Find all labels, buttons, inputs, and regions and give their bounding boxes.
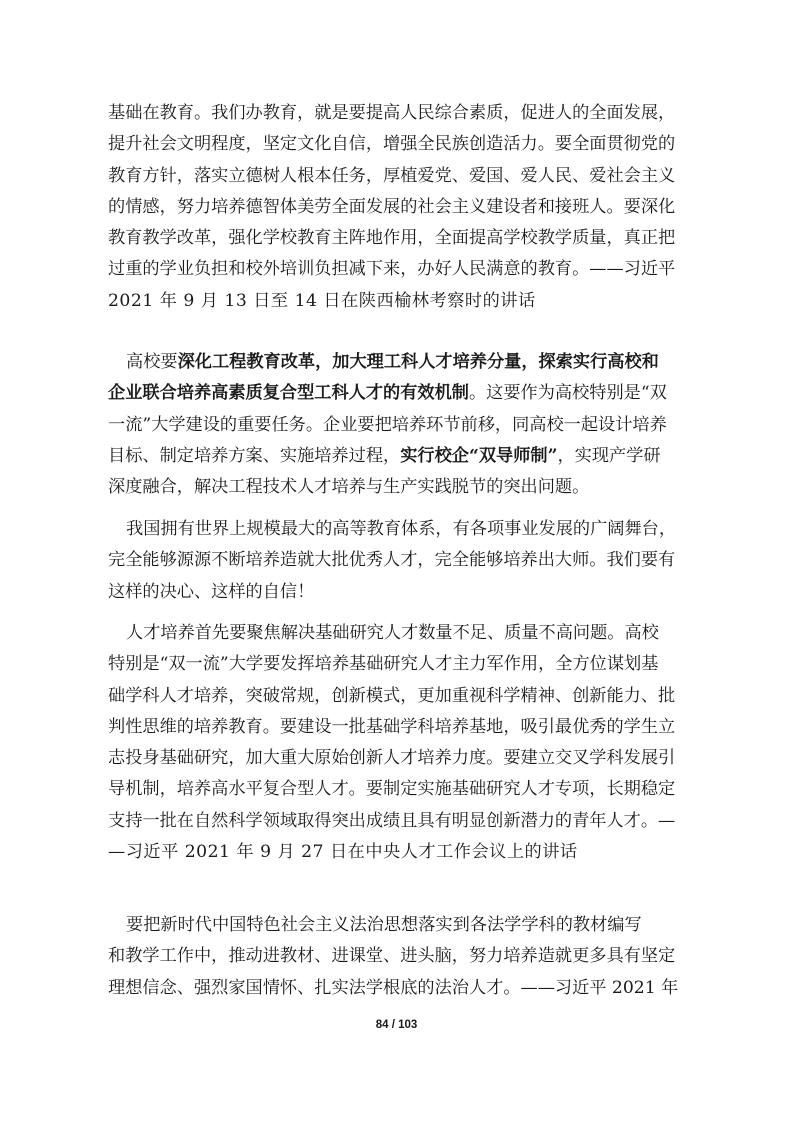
text-line: 判性思维的培养教育。要建设一批基础学科培养基地，吸引最优秀的学生立 <box>108 716 676 737</box>
text-line <box>108 378 708 409</box>
paragraph-higher-education-system <box>108 514 708 608</box>
text-line: 基础在教育。我们办教育，就是要提高人民综合素质，促进人的全面发展， <box>108 103 676 123</box>
text-line: 特别是“双一流”大学要发挥培养基础研究人才主力军作用，全方位谋划基 <box>108 654 659 675</box>
text-line: 础学科人才培养，突破常规，创新模式，更加重视科学精神、创新能力、批 <box>108 685 676 706</box>
text-line: 志投身基础研究，加大重大原始创新人才培养力度。要建立交叉学科发展引 <box>108 748 676 769</box>
text-line: 完全能够源源不断培养造就大批优秀人才，完全能够培养出大师。我们要有 <box>108 550 676 571</box>
text-line: 的情感，努力培养德智体美劳全面发展的社会主义建设者和接班人。要深化 <box>108 196 676 217</box>
text-run: 目标、制定培养方案、实施培养过程， <box>108 445 401 466</box>
paragraph-engineering-education <box>108 347 708 503</box>
text-run: ，实现产学研 <box>557 445 661 466</box>
bold-emphasis: 实行校企“双导师制” <box>400 445 558 466</box>
text-line: 深度融合，解决工程技术人才培养与生产实践脱节的突出问题。 <box>108 477 590 498</box>
paragraph-rule-of-law <box>108 910 708 1004</box>
bold-emphasis: 企业联合培养高素质复合型工科人才的有效机制 <box>108 383 469 404</box>
text-line: 要把新时代中国特色社会主义法治思想落实到各法学学科的教材编写 <box>126 915 642 935</box>
text-run: 。这要作为高校特别是“双 <box>468 383 667 404</box>
text-line: 这样的决心、这样的自信！ <box>108 581 315 602</box>
quote-attribution: —习近平 2021 年 9 月 27 日在中央人才工作会议上的讲话 <box>108 842 578 863</box>
text-line: 和教学工作中，推动进教材、进课堂、进头脑，努力培养造就更多具有坚定 <box>108 946 676 967</box>
text-line: 提升社会文明程度，坚定文化自信，增强全民族创造活力。要全面贯彻党的 <box>108 134 676 155</box>
text-line: 支持一批在自然科学领域取得突出成绩且具有明显创新潜力的青年人才。— <box>108 810 676 831</box>
text-line <box>108 347 708 378</box>
text-line: 教育方针，落实立德树人根本任务，厚植爱党、爱国、爱人民、爱社会主义 <box>108 165 676 186</box>
paragraph-education-quote <box>108 98 708 317</box>
text-line: 过重的学业负担和校外培训负担减下来，办好人民满意的教育。——习近平 <box>108 259 676 280</box>
text-line: 一流”大学建设的重要任务。企业要把培养环节前移，同高校一起设计培养 <box>108 414 667 435</box>
bold-emphasis: 深化工程教育改革，加大理工科人才培养分量，探索实行高校和 <box>177 352 659 372</box>
quote-attribution: 2021 年 9 月 13 日至 14 日在陕西榆林考察时的讲话 <box>108 290 536 311</box>
text-line: 人才培养首先要聚焦解决基础研究人才数量不足、质量不高问题。高校 <box>126 623 659 643</box>
paragraph-basic-research-talent <box>108 618 708 868</box>
text-line: 理想信念、强烈家国情怀、扎实法学根底的法治人才。——习近平 2021 年 <box>108 977 679 998</box>
text-line: 导机制，培养高水平复合型人才。要制定实施基础研究人才专项，长期稳定 <box>108 779 676 800</box>
text-line <box>108 441 708 472</box>
page-number: 84 / 103 <box>375 1019 418 1031</box>
text-line: 教育教学改革，强化学校教育主阵地作用，全面提高学校教学质量，真正把 <box>108 228 676 249</box>
text-run: 高校要 <box>126 352 178 372</box>
text-line: 我国拥有世界上规模最大的高等教育体系，有各项事业发展的广阔舞台， <box>126 519 677 539</box>
